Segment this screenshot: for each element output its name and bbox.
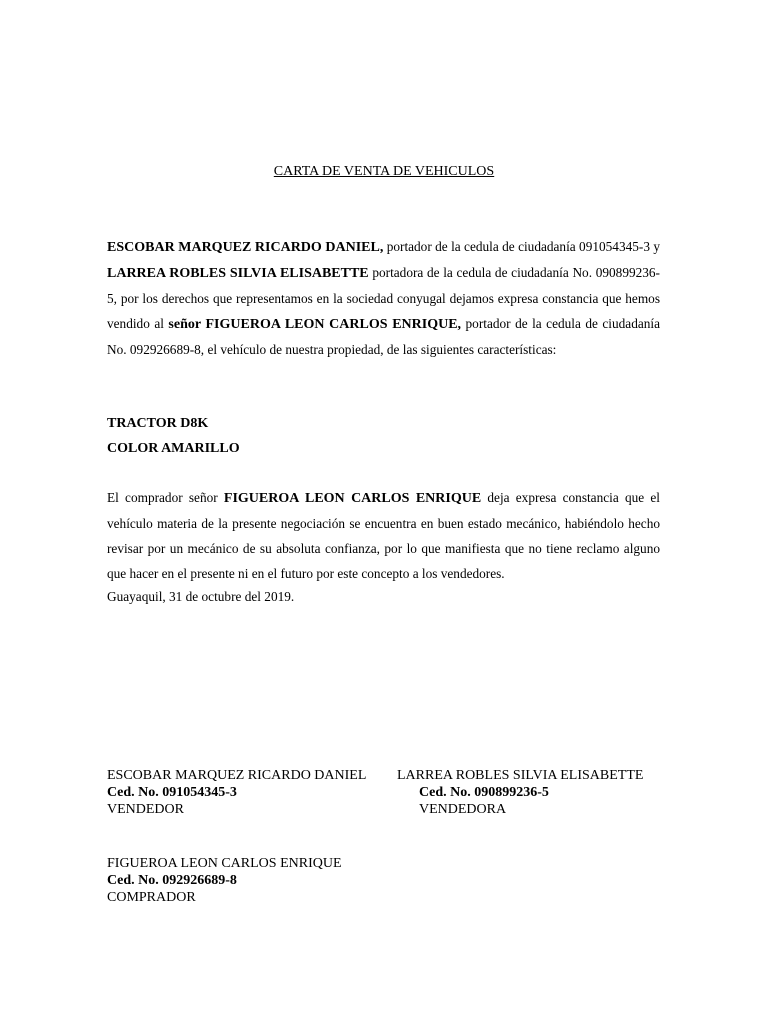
buyer-name: FIGUEROA LEON CARLOS ENRIQUE,	[200, 317, 462, 332]
paragraph1-text2: portadora de la cedula de ciudadanía No. 090899236-5, por los derechos que representamos en la sociedad conyugal dejamos expresa constancia que hemos vendido al	[107, 265, 660, 331]
signature-block-seller1	[107, 767, 366, 818]
signature-block-buyer	[107, 855, 342, 906]
paragraph1-text3: portador de la cedula de ciudadanía No. 092926689-8, el vehículo de nuestra propiedad, de las siguientes características:	[107, 316, 660, 357]
paragraph2-text2: deja expresa constancia que el vehículo materia de la presente negociación se encuentra en buen estado mecánico, habiéndolo hecho revisar por un mecánico de su absoluta confianza, por lo que manifiesta que no tiene reclamo alguno que hacer en el presente ni en el futuro por este concepto a los vendedores.	[107, 490, 660, 581]
signature-ced: Ced. No. 091054345-3	[107, 785, 237, 800]
buyer-prefix: señor	[168, 317, 201, 332]
paragraph2-text1: El comprador señor	[107, 490, 224, 505]
title-text: CARTA DE VENTA DE VEHICULOS	[273, 164, 495, 179]
signature-role: VENDEDOR	[107, 802, 184, 817]
paragraph1-text1: portador de la cedula de ciudadanía 091054345-3 y	[383, 239, 660, 254]
vehicle-model: TRACTOR D8K	[107, 416, 209, 431]
signature-ced: Ced. No. 090899236-5	[419, 785, 549, 800]
vehicle-color: COLOR AMARILLO	[107, 441, 240, 456]
paragraph-buyer-statement	[107, 485, 660, 586]
seller2-name: LARREA ROBLES SILVIA ELISABETTE	[107, 266, 369, 281]
signature-name: ESCOBAR MARQUEZ RICARDO DANIEL	[107, 768, 367, 783]
signature-name: FIGUEROA LEON CARLOS ENRIQUE	[107, 856, 342, 871]
signature-ced: Ced. No. 092926689-8	[107, 873, 237, 888]
signature-block-seller2	[397, 767, 643, 818]
date-line: Guayaquil, 31 de octubre del 2019.	[107, 589, 295, 604]
seller1-name: ESCOBAR MARQUEZ RICARDO DANIEL,	[107, 240, 384, 255]
signature-role: VENDEDORA	[419, 802, 507, 817]
signature-name: LARREA ROBLES SILVIA ELISABETTE	[397, 768, 644, 783]
paragraph-sale-declaration	[107, 234, 660, 362]
signature-role: COMPRADOR	[107, 890, 196, 905]
document-title	[0, 164, 768, 180]
paragraph2-buyer-name: FIGUEROA LEON CARLOS ENRIQUE	[223, 491, 482, 506]
